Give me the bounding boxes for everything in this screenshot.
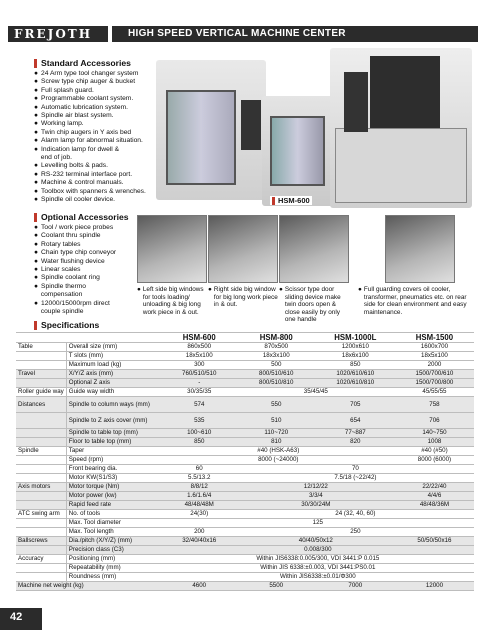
list-item [34, 258, 134, 266]
spec-value: 705 [316, 397, 395, 413]
spec-value: 760/510/510 [162, 370, 237, 379]
photo-left-window [137, 215, 207, 283]
row-category [16, 528, 66, 537]
list-item [34, 171, 164, 179]
list-item [34, 95, 164, 103]
spec-value: - [162, 379, 237, 388]
spec-value: 1500/700/610 [395, 370, 474, 379]
spec-value: 50/50/50x16 [395, 537, 474, 546]
optional-accessories-title: Optional Accessories [41, 212, 129, 222]
machine-label-text: HSM-600 [278, 196, 310, 205]
list-item-text: Programmable coolant system. [41, 95, 134, 103]
spec-value: 48/48/36M [395, 501, 474, 510]
spec-value: 8/8/12 [162, 483, 237, 492]
spec-value: 12/12/22 [237, 483, 395, 492]
caption-right-window: ● Right side big window for big long work piece in & out. [208, 286, 278, 309]
table-row [16, 519, 474, 528]
row-item: Spindle to column ways (mm) [66, 397, 161, 413]
list-item [34, 179, 164, 187]
title-bar [112, 26, 478, 42]
machine-column [370, 56, 440, 136]
page-title: HIGH SPEED VERTICAL MACHINE CENTER [128, 28, 346, 39]
table-row [16, 352, 474, 361]
list-item-text: Screw type chip auger & bucket [41, 78, 136, 86]
bullet-icon: ● [34, 299, 39, 307]
bullet-icon: ● [34, 70, 39, 77]
photo-rear-guard [385, 215, 455, 283]
spec-value: 800/510/610 [237, 370, 316, 379]
spec-value: 810 [237, 438, 316, 447]
list-item-text: Rotary tables [41, 240, 81, 248]
table-row [16, 510, 474, 519]
caption-left-window: ● Left side big windows for tools loading/ unloading & big long work piece in & out. [137, 286, 207, 316]
bullet-icon: ● [34, 120, 39, 128]
model-header: HSM-1500 [395, 333, 474, 343]
row-category: Axis motors [16, 483, 66, 492]
list-item [34, 274, 134, 282]
machine-window [166, 90, 236, 185]
table-row [16, 483, 474, 492]
table-row [16, 555, 474, 564]
list-item-text: Machine & control manuals. [41, 179, 124, 187]
row-item: Optional Z axis [66, 379, 161, 388]
row-item: Roundness (mm) [66, 573, 161, 582]
page-number: 42 [10, 611, 23, 623]
row-item: Precision class (C3) [66, 546, 161, 555]
row-category [16, 429, 66, 438]
list-item-text: Water flushing device [41, 257, 105, 265]
spec-value: 1600x700 [395, 343, 474, 352]
table-header-row [16, 333, 474, 343]
spec-value: 706 [395, 413, 474, 429]
spec-value: 1020/610/810 [316, 379, 395, 388]
row-item: Maximum load (kg) [66, 361, 161, 370]
list-item [34, 232, 134, 240]
row-item: Rapid feed rate [66, 501, 161, 510]
row-category [16, 465, 66, 474]
spec-value: 5.5/13.2 [162, 474, 237, 483]
list-item [34, 241, 134, 249]
spec-value: 4/4/6 [395, 492, 474, 501]
section-marker-icon [272, 197, 275, 205]
header-blank [66, 333, 161, 343]
bullet-icon: ● [34, 196, 39, 204]
list-item-text: Spindle oil cooler device. [41, 196, 116, 204]
table-row [16, 438, 474, 447]
bullet-icon [34, 154, 38, 162]
table-row [16, 397, 474, 413]
list-item [34, 112, 164, 120]
table-row [16, 388, 474, 397]
standard-accessories-list [34, 70, 164, 205]
spec-value: 35/45/45 [237, 388, 395, 397]
page-header [0, 0, 480, 44]
row-category: Spindle [16, 447, 66, 456]
row-item: Floor to table top (mm) [66, 438, 161, 447]
spec-value: 24(30) [162, 510, 237, 519]
row-category: Table [16, 343, 66, 352]
caption-text: Full guarding covers oil cooler, transformer, pneumatics etc. on rear side for clean environment and easy maintenance. [363, 286, 467, 316]
row-category [16, 474, 66, 483]
list-item-text: Working lamp. [41, 120, 84, 128]
spec-value: 7.5/18 (~22/42) [237, 474, 474, 483]
spec-value: 250 [237, 528, 474, 537]
row-item: Max. Tool diameter [66, 519, 161, 528]
bullet-icon: ● [34, 187, 39, 195]
row-category [16, 413, 66, 429]
spec-value: 2000 [395, 361, 474, 370]
spec-value: 7000 [316, 582, 395, 591]
table-row [16, 456, 474, 465]
section-marker-icon [34, 59, 37, 68]
row-category [16, 361, 66, 370]
spec-value: 300 [162, 361, 237, 370]
bullet-icon: ● [34, 86, 39, 94]
spec-value: 32/40/40x16 [162, 537, 237, 546]
list-item [34, 162, 164, 170]
row-category: Travel [16, 370, 66, 379]
bullet-icon [34, 308, 38, 316]
table-row [16, 361, 474, 370]
spec-value: 5500 [237, 582, 316, 591]
bullet-icon: ● [34, 257, 39, 265]
list-item-text: RS-232 terminal interface port. [41, 170, 133, 178]
optional-accessories-list [34, 224, 134, 316]
row-item: Motor torque (Nm) [66, 483, 161, 492]
photo-right-window [208, 215, 278, 283]
spec-value: 510 [237, 413, 316, 429]
table-row [16, 379, 474, 388]
caption-text: Scissor type door sliding device make twin doors open & close easily by only one handle [284, 286, 341, 324]
caption-text: Left side big windows for tools loading/ unloading & big long work piece in & out. [142, 286, 204, 316]
bullet-icon: ● [34, 249, 39, 257]
row-category [16, 379, 66, 388]
bullet-icon: ● [34, 95, 39, 103]
spec-value: 1200x610 [316, 343, 395, 352]
bullet-icon: ● [34, 266, 39, 274]
list-item [34, 146, 164, 154]
list-item [34, 266, 134, 274]
caption-scissor-door: ● Scissor type door sliding device make twin doors open & close easily by only one handle [279, 286, 351, 324]
standard-accessories-heading [34, 58, 131, 68]
bullet-icon: ● [34, 240, 39, 248]
spec-value: 1.6/1.6/4 [162, 492, 237, 501]
spec-value: 654 [316, 413, 395, 429]
photo-scissor-door [279, 215, 349, 283]
row-item: Positioning (mm) [66, 555, 161, 564]
row-item: Speed (rpm) [66, 456, 161, 465]
list-item [34, 300, 134, 308]
spec-value: 45/55/55 [395, 388, 474, 397]
table-row [16, 501, 474, 510]
spec-value: Within JIS6338:0.005/300, VDI 3441:P 0.015 [162, 555, 474, 564]
table-row [16, 474, 474, 483]
list-item-text: Toolbox with spanners & wrenches. [41, 187, 146, 195]
spec-value: 18x5x100 [395, 352, 474, 361]
machine-window [270, 116, 325, 186]
spec-value: #40 (#50) [395, 447, 474, 456]
table-row [16, 343, 474, 352]
bullet-icon: ● [34, 170, 39, 178]
list-item [34, 249, 134, 257]
spec-value: 18x3x100 [237, 352, 316, 361]
spec-value: 1020/610/610 [316, 370, 395, 379]
spec-value: 8000 (6000) [395, 456, 474, 465]
spec-value: 8000 (~24000) [162, 456, 395, 465]
list-item-text: compensation [40, 291, 83, 299]
control-panel [344, 72, 368, 132]
spec-value: 1500/700/800 [395, 379, 474, 388]
list-item-text: Full splash guard. [41, 86, 94, 94]
row-category: ATC swing arm [16, 510, 66, 519]
bullet-icon: ● [34, 103, 39, 111]
specifications-table [16, 332, 474, 591]
row-category [16, 564, 66, 573]
table-row [16, 528, 474, 537]
row-category [16, 492, 66, 501]
list-item [34, 120, 164, 128]
list-item [34, 196, 164, 204]
control-panel [241, 100, 261, 150]
list-item [34, 188, 164, 196]
list-item [34, 291, 134, 299]
model-header: HSM-800 [237, 333, 316, 343]
list-item-text: Indication lamp for dwell & [41, 145, 120, 153]
table-row [16, 447, 474, 456]
row-category [16, 546, 66, 555]
table-row [16, 413, 474, 429]
row-item: X/Y/Z axis (mm) [66, 370, 161, 379]
spec-value: 18x5x100 [162, 352, 237, 361]
row-item: Repeatability (mm) [66, 564, 161, 573]
list-item-text: Spindle thermo [41, 282, 87, 290]
spec-value: 40/40/50x12 [237, 537, 395, 546]
list-item [34, 224, 134, 232]
spec-value: 200 [162, 528, 237, 537]
row-category [16, 573, 66, 582]
list-item-text: 24 Arm type tool changer system [41, 70, 139, 77]
bullet-icon: ● [34, 224, 39, 231]
bullet-icon [34, 291, 38, 299]
spec-value: 12000 [395, 582, 474, 591]
caption-text: Right side big window for big long work piece in & out. [213, 286, 278, 309]
spec-value: 18x6x100 [316, 352, 395, 361]
row-category: Ballscrews [16, 537, 66, 546]
list-item [34, 78, 164, 86]
bullet-icon: ● [34, 282, 39, 290]
header-blank [16, 333, 66, 343]
row-item: Motor KW(S1/S3) [66, 474, 161, 483]
list-item [34, 104, 164, 112]
specifications-title: Specifications [41, 320, 100, 330]
row-category [16, 519, 66, 528]
model-header: HSM-1000L [316, 333, 395, 343]
spec-value: 535 [162, 413, 237, 429]
list-item-text: Chain type chip conveyor [41, 249, 117, 257]
row-item: Guide way width [66, 388, 161, 397]
spec-value: 100~610 [162, 429, 237, 438]
bullet-icon: ● [34, 128, 39, 136]
row-category [16, 438, 66, 447]
spec-value: 140~750 [395, 429, 474, 438]
spec-value: 860x500 [162, 343, 237, 352]
spec-value: 800/510/810 [237, 379, 316, 388]
row-item: Front bearing dia. [66, 465, 161, 474]
table-row [16, 465, 474, 474]
spec-value: 820 [316, 438, 395, 447]
spec-value: 500 [237, 361, 316, 370]
list-item-text: Spindle air blast system. [41, 112, 114, 120]
row-category [16, 456, 66, 465]
bullet-icon: ● [34, 274, 39, 282]
row-category: Accuracy [16, 555, 66, 564]
spec-value: 1008 [395, 438, 474, 447]
bullet-icon: ● [34, 137, 39, 145]
caption-rear-guard: ● Full guarding covers oil cooler, transformer, pneumatics etc. on rear side for clean environment and easy maintenance. [358, 286, 476, 316]
table-row [16, 429, 474, 438]
list-item [34, 129, 164, 137]
section-marker-icon [34, 321, 37, 330]
list-item-text: Spindle coolant ring [41, 274, 100, 282]
list-item-text: Automatic lubrication system. [41, 103, 129, 111]
spec-value: 4600 [162, 582, 237, 591]
section-marker-icon [34, 213, 37, 222]
spec-value: 70 [237, 465, 474, 474]
standard-accessories-title: Standard Accessories [41, 58, 131, 68]
table-row [16, 573, 474, 582]
bullet-icon: ● [34, 179, 39, 187]
bullet-icon: ● [34, 145, 39, 153]
row-category [16, 352, 66, 361]
spec-value: 30/35/35 [162, 388, 237, 397]
spec-value: 60 [162, 465, 237, 474]
list-item-text: Tool / work piece probes [41, 224, 114, 231]
row-item: Spindle to table top (mm) [66, 429, 161, 438]
spec-value: 850 [162, 438, 237, 447]
list-item [34, 283, 134, 291]
list-item [34, 87, 164, 95]
spec-value: 24 (32, 40, 60) [237, 510, 474, 519]
table-row [16, 492, 474, 501]
model-header: HSM-600 [162, 333, 237, 343]
list-item-text: Linear scales [41, 266, 81, 274]
row-item: T slots (mm) [66, 352, 161, 361]
machine-label [270, 196, 312, 205]
spec-value: #40 (HSK-A63) [162, 447, 395, 456]
brand-logo: FREJOTH [14, 27, 93, 41]
row-category: Roller guide way [16, 388, 66, 397]
bullet-icon: ● [34, 232, 39, 240]
bullet-icon: ● [34, 78, 39, 86]
table-row [16, 537, 474, 546]
spec-value: 574 [162, 397, 237, 413]
spec-value: 77~887 [316, 429, 395, 438]
list-item-text: Coolant thru spindle [41, 232, 101, 240]
machine-image-hsm-front [156, 60, 266, 200]
list-item-text: Levelling bolts & pads. [41, 162, 108, 170]
spec-value: 550 [237, 397, 316, 413]
row-category [16, 501, 66, 510]
spec-value: Within JIS6338:±0.01/Φ300 [162, 573, 474, 582]
bullet-icon: ● [34, 112, 39, 120]
spec-value: 3/3/4 [237, 492, 395, 501]
row-category: Machine net weight (kg) [16, 582, 162, 591]
list-item-text: end of job. [40, 154, 72, 162]
row-item: Max. Tool length [66, 528, 161, 537]
list-item-text: Twin chip augers in Y axis bed [41, 128, 132, 136]
list-item [34, 137, 164, 145]
optional-accessories-heading [34, 212, 129, 222]
spec-value: 110~720 [237, 429, 316, 438]
spec-value: 758 [395, 397, 474, 413]
machine-body [335, 128, 467, 203]
bullet-icon: ● [34, 162, 39, 170]
list-item [34, 70, 164, 78]
row-item: Motor power (kw) [66, 492, 161, 501]
specifications-heading [34, 320, 99, 330]
spec-value: 48/48/48M [162, 501, 237, 510]
list-item [34, 154, 164, 162]
table-row [16, 564, 474, 573]
row-category: Distances [16, 397, 66, 413]
row-item: Taper [66, 447, 161, 456]
row-item: Overall size (mm) [66, 343, 161, 352]
spec-value: 125 [162, 519, 474, 528]
spec-value: 30/30/24M [237, 501, 395, 510]
row-item: Spindle to Z axis cover (mm) [66, 413, 161, 429]
row-item: Dia./pitch (X/Y/Z) (mm) [66, 537, 161, 546]
list-item-text: 12000/15000rpm direct [41, 299, 110, 307]
table-row [16, 370, 474, 379]
table-row [16, 546, 474, 555]
list-item-text: Alarm lamp for abnormal situation. [41, 137, 143, 145]
spec-value: 22/22/40 [395, 483, 474, 492]
spec-value: 0.008/300 [162, 546, 474, 555]
list-item [34, 308, 134, 316]
table-row [16, 582, 474, 591]
machine-image-hsm-large [330, 48, 472, 208]
row-item: No. of tools [66, 510, 161, 519]
spec-value: Within JIS 6338:±0.003, VDI 3441:PS0.01 [162, 564, 474, 573]
spec-value: 850 [316, 361, 395, 370]
spec-value: 870x500 [237, 343, 316, 352]
list-item-text: couple spindle [40, 308, 84, 316]
